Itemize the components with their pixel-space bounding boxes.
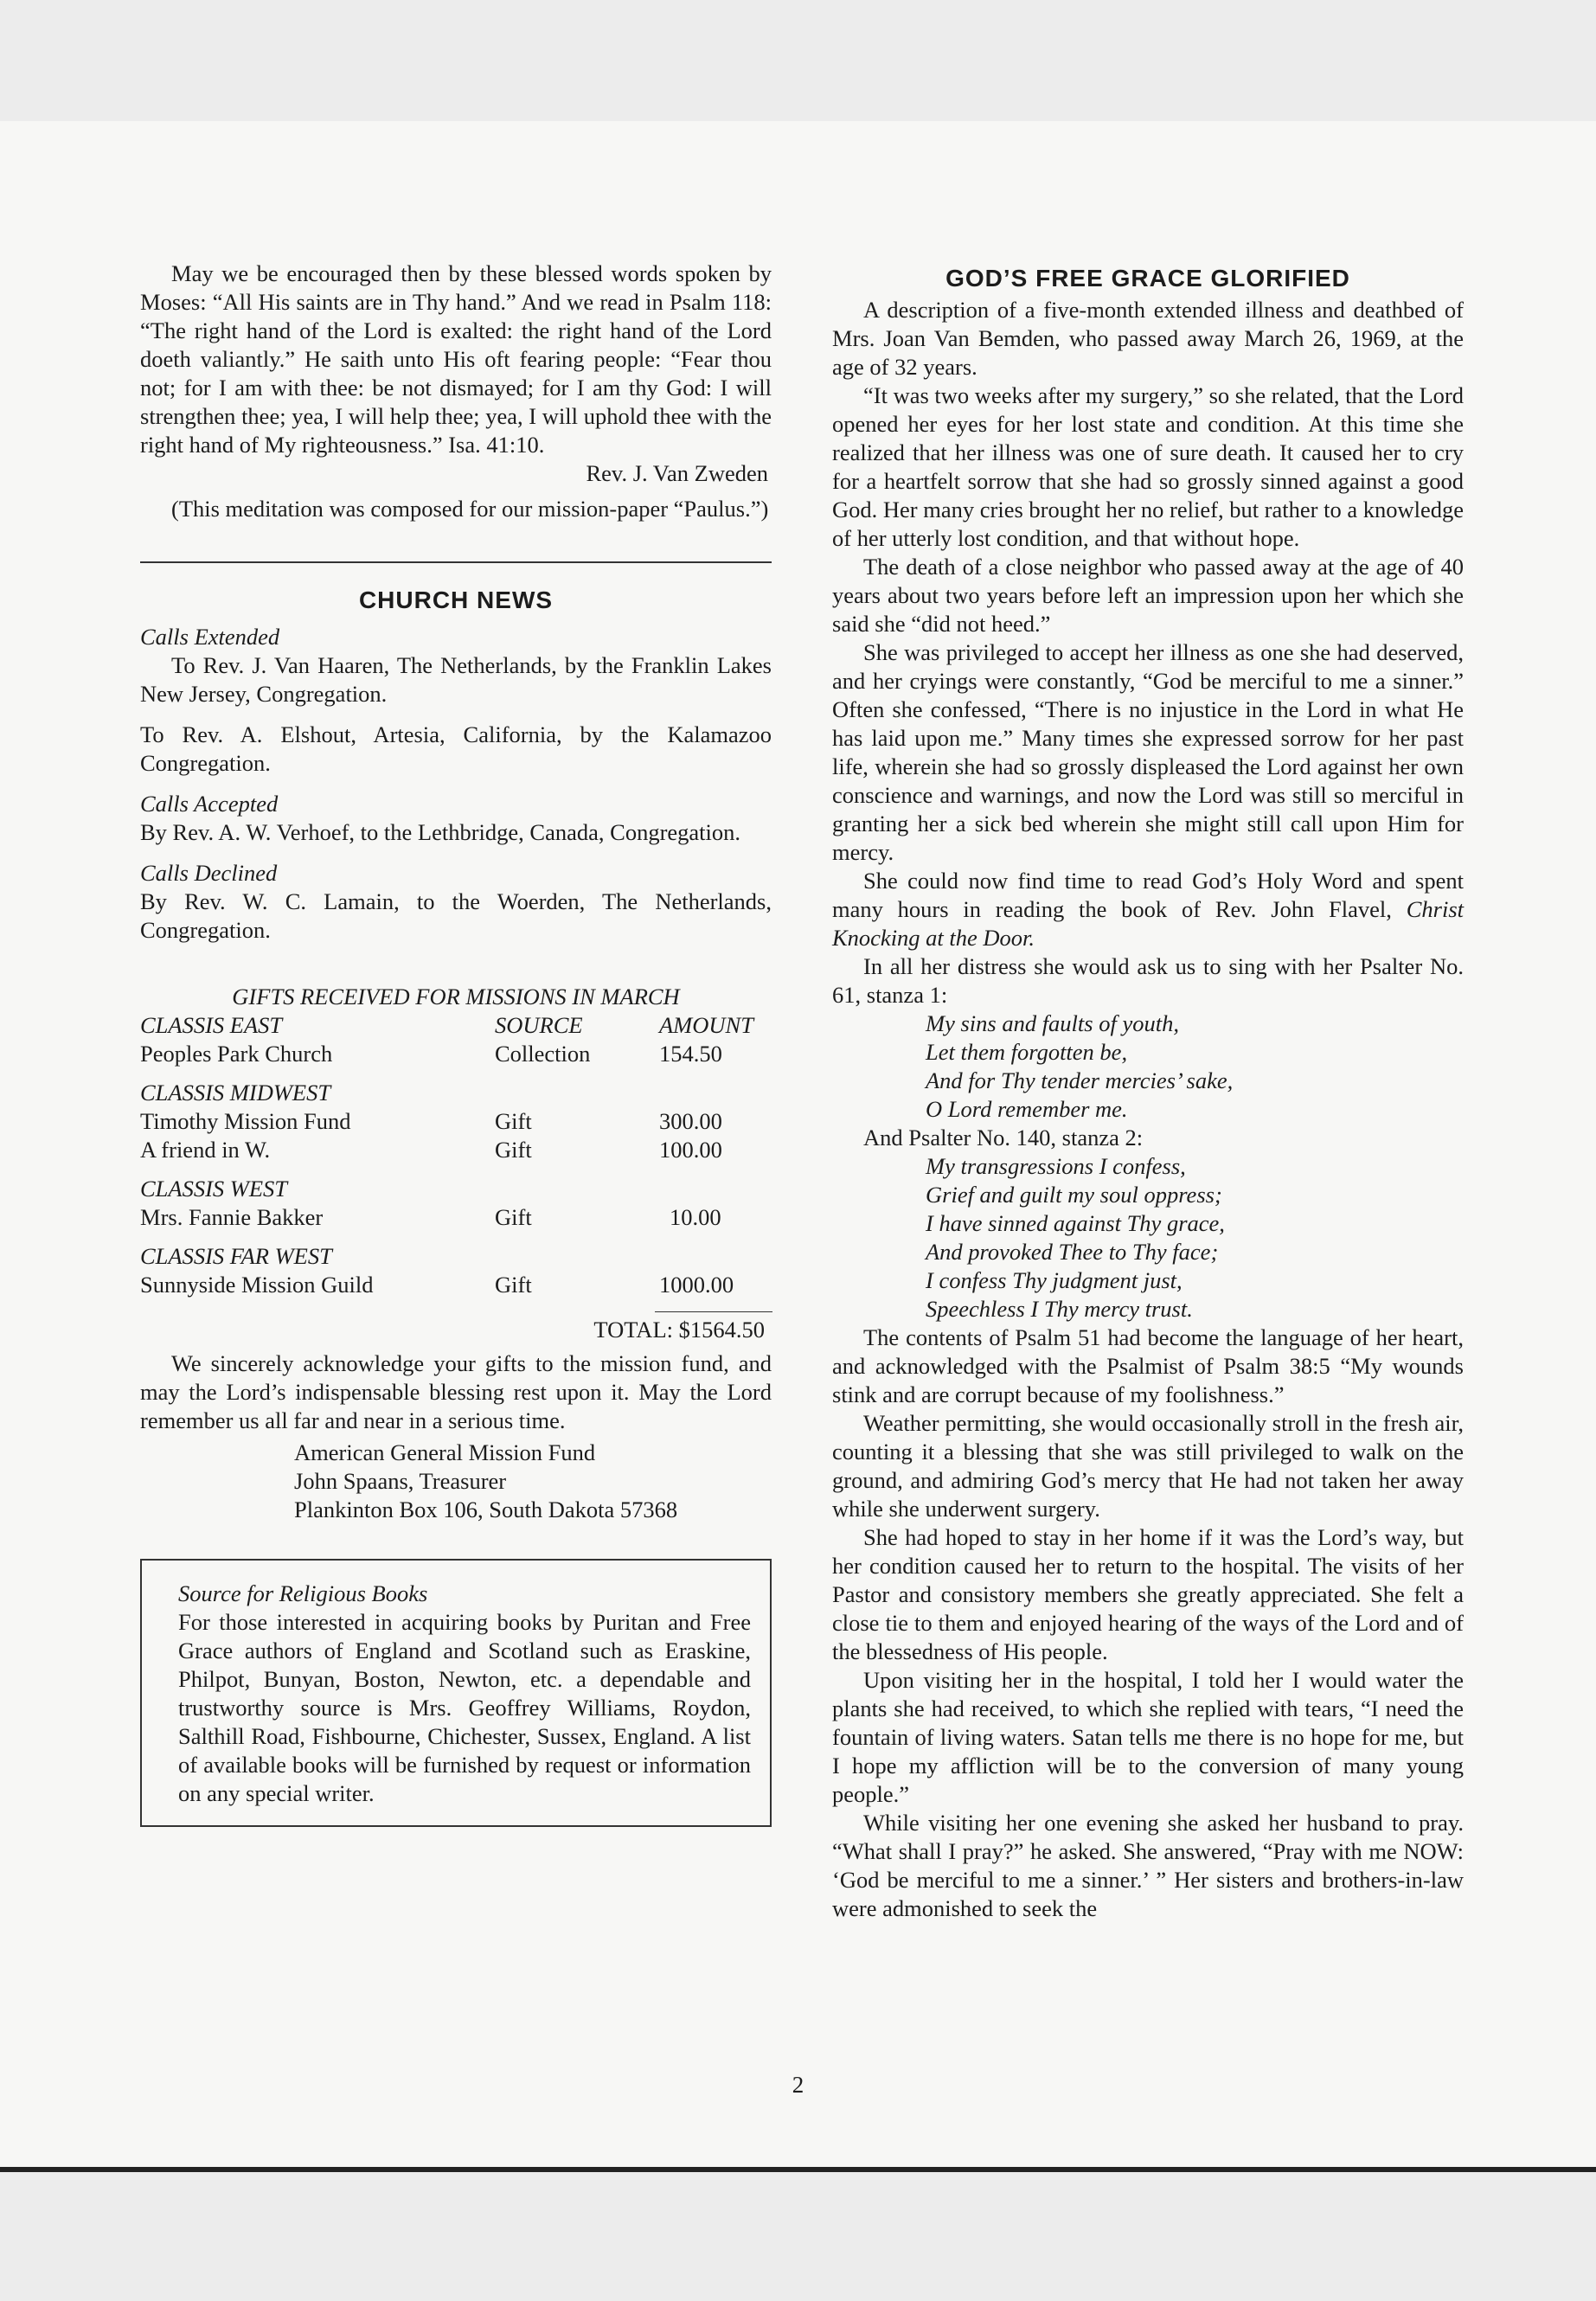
gift-source: Collection (495, 1041, 591, 1067)
paragraph-text: She could now find time to read God’s Holy Word and spent many hours in reading the book of Rev. John Flavel, (832, 868, 1464, 922)
book-title: Christ Knocking at the Door. (832, 896, 1464, 951)
gifts-total: TOTAL: $1564.50 (593, 1317, 765, 1343)
article-paragraph: Weather permitting, she would occasionally stroll in the fresh air, counting it a blessing that she was still privileged to walk on the ground, and admiring God’s mercy that He had not taken her away while she underwent surgery. (832, 1410, 1464, 1522)
verse-line: And for Thy tender mercies’ sake, (926, 1067, 1234, 1093)
total-rule (655, 1311, 772, 1312)
gift-name: Sunnyside Mission Guild (140, 1272, 374, 1298)
gift-source: Gift (495, 1137, 532, 1163)
church-news-heading: CHURCH NEWS (358, 586, 554, 613)
gift-name: Timothy Mission Fund (140, 1108, 351, 1134)
gift-amount: 300.00 (659, 1108, 722, 1134)
gift-source: Gift (495, 1204, 532, 1230)
calls-extended-item: To Rev. J. Van Haaren, The Netherlands, by the Franklin Lakes New Jersey, Congregation. (140, 652, 772, 707)
gifts-title: GIFTS RECEIVED FOR MISSIONS IN MARCH (232, 984, 680, 1009)
table-row (140, 1040, 772, 1068)
treasurer-signature-line: John Spaans, Treasurer (294, 1468, 507, 1494)
table-row (140, 1136, 772, 1164)
verse-line: Speechless I Thy mercy trust. (926, 1296, 1193, 1322)
article-paragraph: A description of a five-month extended illness and deathbed of Mrs. Joan Van Bemden, who passed away March 26, 1969, at the age of 32 years. (832, 297, 1464, 380)
right-column (832, 264, 1464, 1923)
left-column (140, 260, 772, 1827)
gift-name: Mrs. Fannie Bakker (140, 1204, 324, 1230)
page-number: 2 (792, 2072, 804, 2098)
gifts-table (140, 1011, 772, 1299)
source-column-header: SOURCE (495, 1012, 583, 1038)
calls-extended-item: To Rev. A. Elshout, Artesia, California, by the Kalamazoo Congregation. (140, 721, 772, 776)
treasurer-signature-line: American General Mission Fund (294, 1439, 596, 1465)
article-paragraph: She had hoped to stay in her home if it was the Lord’s way, but her condition caused her to return to the hospital. The visits of her Pastor and consistory members she greatly appreciated. She felt a close tie to them and enjoyed hearing of the ways of the Lord and of the blessedness of His people. (832, 1524, 1464, 1664)
gift-amount: 1000.00 (659, 1272, 734, 1298)
article-paragraph: While visiting her one evening she asked her husband to pray. “What shall I pray?” he asked. She answered, “Pray with me NOW: ‘God be merciful to me a sinner.’ ” Her sisters and brothers-in-law were admonished to seek the (832, 1810, 1464, 1921)
gift-source: Gift (495, 1272, 532, 1298)
table-row (140, 1271, 772, 1299)
calls-accepted-item: By Rev. A. W. Verhoef, to the Lethbridge, Canada, Congregation. (140, 819, 741, 845)
verse-line: Grief and guilt my soul oppress; (926, 1182, 1222, 1208)
verse-line: I have sinned against Thy grace, (926, 1210, 1225, 1236)
gift-name: Peoples Park Church (140, 1041, 333, 1067)
verse-line: I confess Thy judgment just, (926, 1267, 1183, 1293)
gift-amount: 10.00 (670, 1204, 721, 1230)
amount-column-header: AMOUNT (659, 1012, 753, 1038)
verse-line: My sins and faults of youth, (926, 1010, 1179, 1036)
table-row (140, 1107, 772, 1136)
verse-line: Let them forgotten be, (926, 1039, 1128, 1065)
classis-header: CLASSIS EAST (140, 1012, 283, 1038)
gift-amount: 100.00 (659, 1137, 722, 1163)
page-edge (0, 2167, 1596, 2172)
gifts-acknowledgement: We sincerely acknowledge your gifts to the mission fund, and may the Lord’s indispensable blessing rest upon it. May the Lord remember us all far and near in a serious time. (140, 1350, 772, 1433)
article-paragraph (832, 867, 1464, 952)
meditation-signature: Rev. J. Van Zweden (586, 460, 768, 486)
gift-source: Gift (495, 1108, 532, 1134)
section-divider (140, 561, 772, 563)
gift-amount: 154.50 (659, 1041, 722, 1067)
books-notice-title: Source for Religious Books (178, 1580, 428, 1606)
calls-accepted-label: Calls Accepted (140, 791, 279, 817)
article-paragraph: The contents of Psalm 51 had become the language of her heart, and acknowledged with the Psalmist of Psalm 38:5 “My wounds stink and are corrupt because of my foolishness.” (832, 1324, 1464, 1407)
article-paragraph: Upon visiting her in the hospital, I told her I would water the plants she had received, to which she replied with tears, “I need the fountain of living waters. Satan tells me there is no hope for me, but I hope my affliction will be to the conversion of many young people.” (832, 1667, 1464, 1807)
article-paragraph: In all her distress she would ask us to sing with her Psalter No. 61, stanza 1: (832, 953, 1464, 1008)
books-notice-body: For those interested in acquiring books by Puritan and Free Grace authors of England and Scotland such as Eraskine, Philpot, Bunyan, Boston, Newton, etc. a dependable and trustworthy source is Mrs. Geoffrey Williams, Roydon, Salthill Road, Fishbourne, Chichester, Sussex, England. A list of available books will be furnished by request or information on any special writer. (178, 1609, 751, 1806)
classis-header: CLASSIS FAR WEST (140, 1243, 332, 1269)
article-paragraph: And Psalter No. 140, stanza 2: (863, 1125, 1144, 1150)
article-heading: GOD’S FREE GRACE GLORIFIED (945, 265, 1350, 292)
verse-line: O Lord remember me. (926, 1096, 1128, 1122)
calls-declined-label: Calls Declined (140, 860, 278, 886)
classis-header: CLASSIS MIDWEST (140, 1080, 331, 1106)
calls-declined-item: By Rev. W. C. Lamain, to the Woerden, The Netherlands, Congregation. (140, 888, 772, 943)
meditation-note: (This meditation was composed for our mission-paper “Paulus.”) (171, 496, 769, 522)
books-notice-box (140, 1559, 772, 1827)
verse-line: My transgressions I confess, (926, 1153, 1186, 1179)
calls-extended-label: Calls Extended (140, 624, 280, 650)
gift-name: A friend in W. (140, 1137, 271, 1163)
meditation-paragraph: May we be encouraged then by these blessed words spoken by Moses: “All His saints are in Thy hand.” And we read in Psalm 118: “The right hand of the Lord is exalted: the right hand of the Lord doeth valiantly.” He saith unto His oft fearing people: “Fear thou not; for I am with thee: be not dismayed; for I am thy God: I will strengthen thee; yea, I will help thee; yea, I will uphold thee with the right hand of My righteousness.” Isa. 41:10. (140, 260, 772, 458)
table-row (140, 1203, 772, 1232)
treasurer-signature-line: Plankinton Box 106, South Dakota 57368 (294, 1497, 678, 1522)
article-paragraph: “It was two weeks after my surgery,” so she related, that the Lord opened her eyes for her lost state and condition. At this time she realized that her illness was one of sure death. It caused her to cry for a heartfelt sorrow that she had so grossly sinned against a good God. Her many cries brought her no relief, but rather to a knowledge of her utterly lost condition, and that without hope. (832, 382, 1464, 551)
article-paragraph: The death of a close neighbor who passed away at the age of 40 years about two years before left an impression upon her which she said she “did not heed.” (832, 554, 1464, 637)
verse-line: And provoked Thee to Thy face; (926, 1239, 1219, 1265)
classis-header: CLASSIS WEST (140, 1176, 288, 1202)
article-paragraph: She was privileged to accept her illness as one she had deserved, and her cryings were constantly, “God be merciful to me a sinner.” Often she confessed, “There is no injustice in the Lord in what He has laid upon me.” Many times she expressed sorrow for her past life, wherein she had so grossly displeased the Lord against her own conscience and warnings, and now the Lord was still so merciful in granting her a sick bed wherein she might still call upon Him for mercy. (832, 639, 1464, 865)
